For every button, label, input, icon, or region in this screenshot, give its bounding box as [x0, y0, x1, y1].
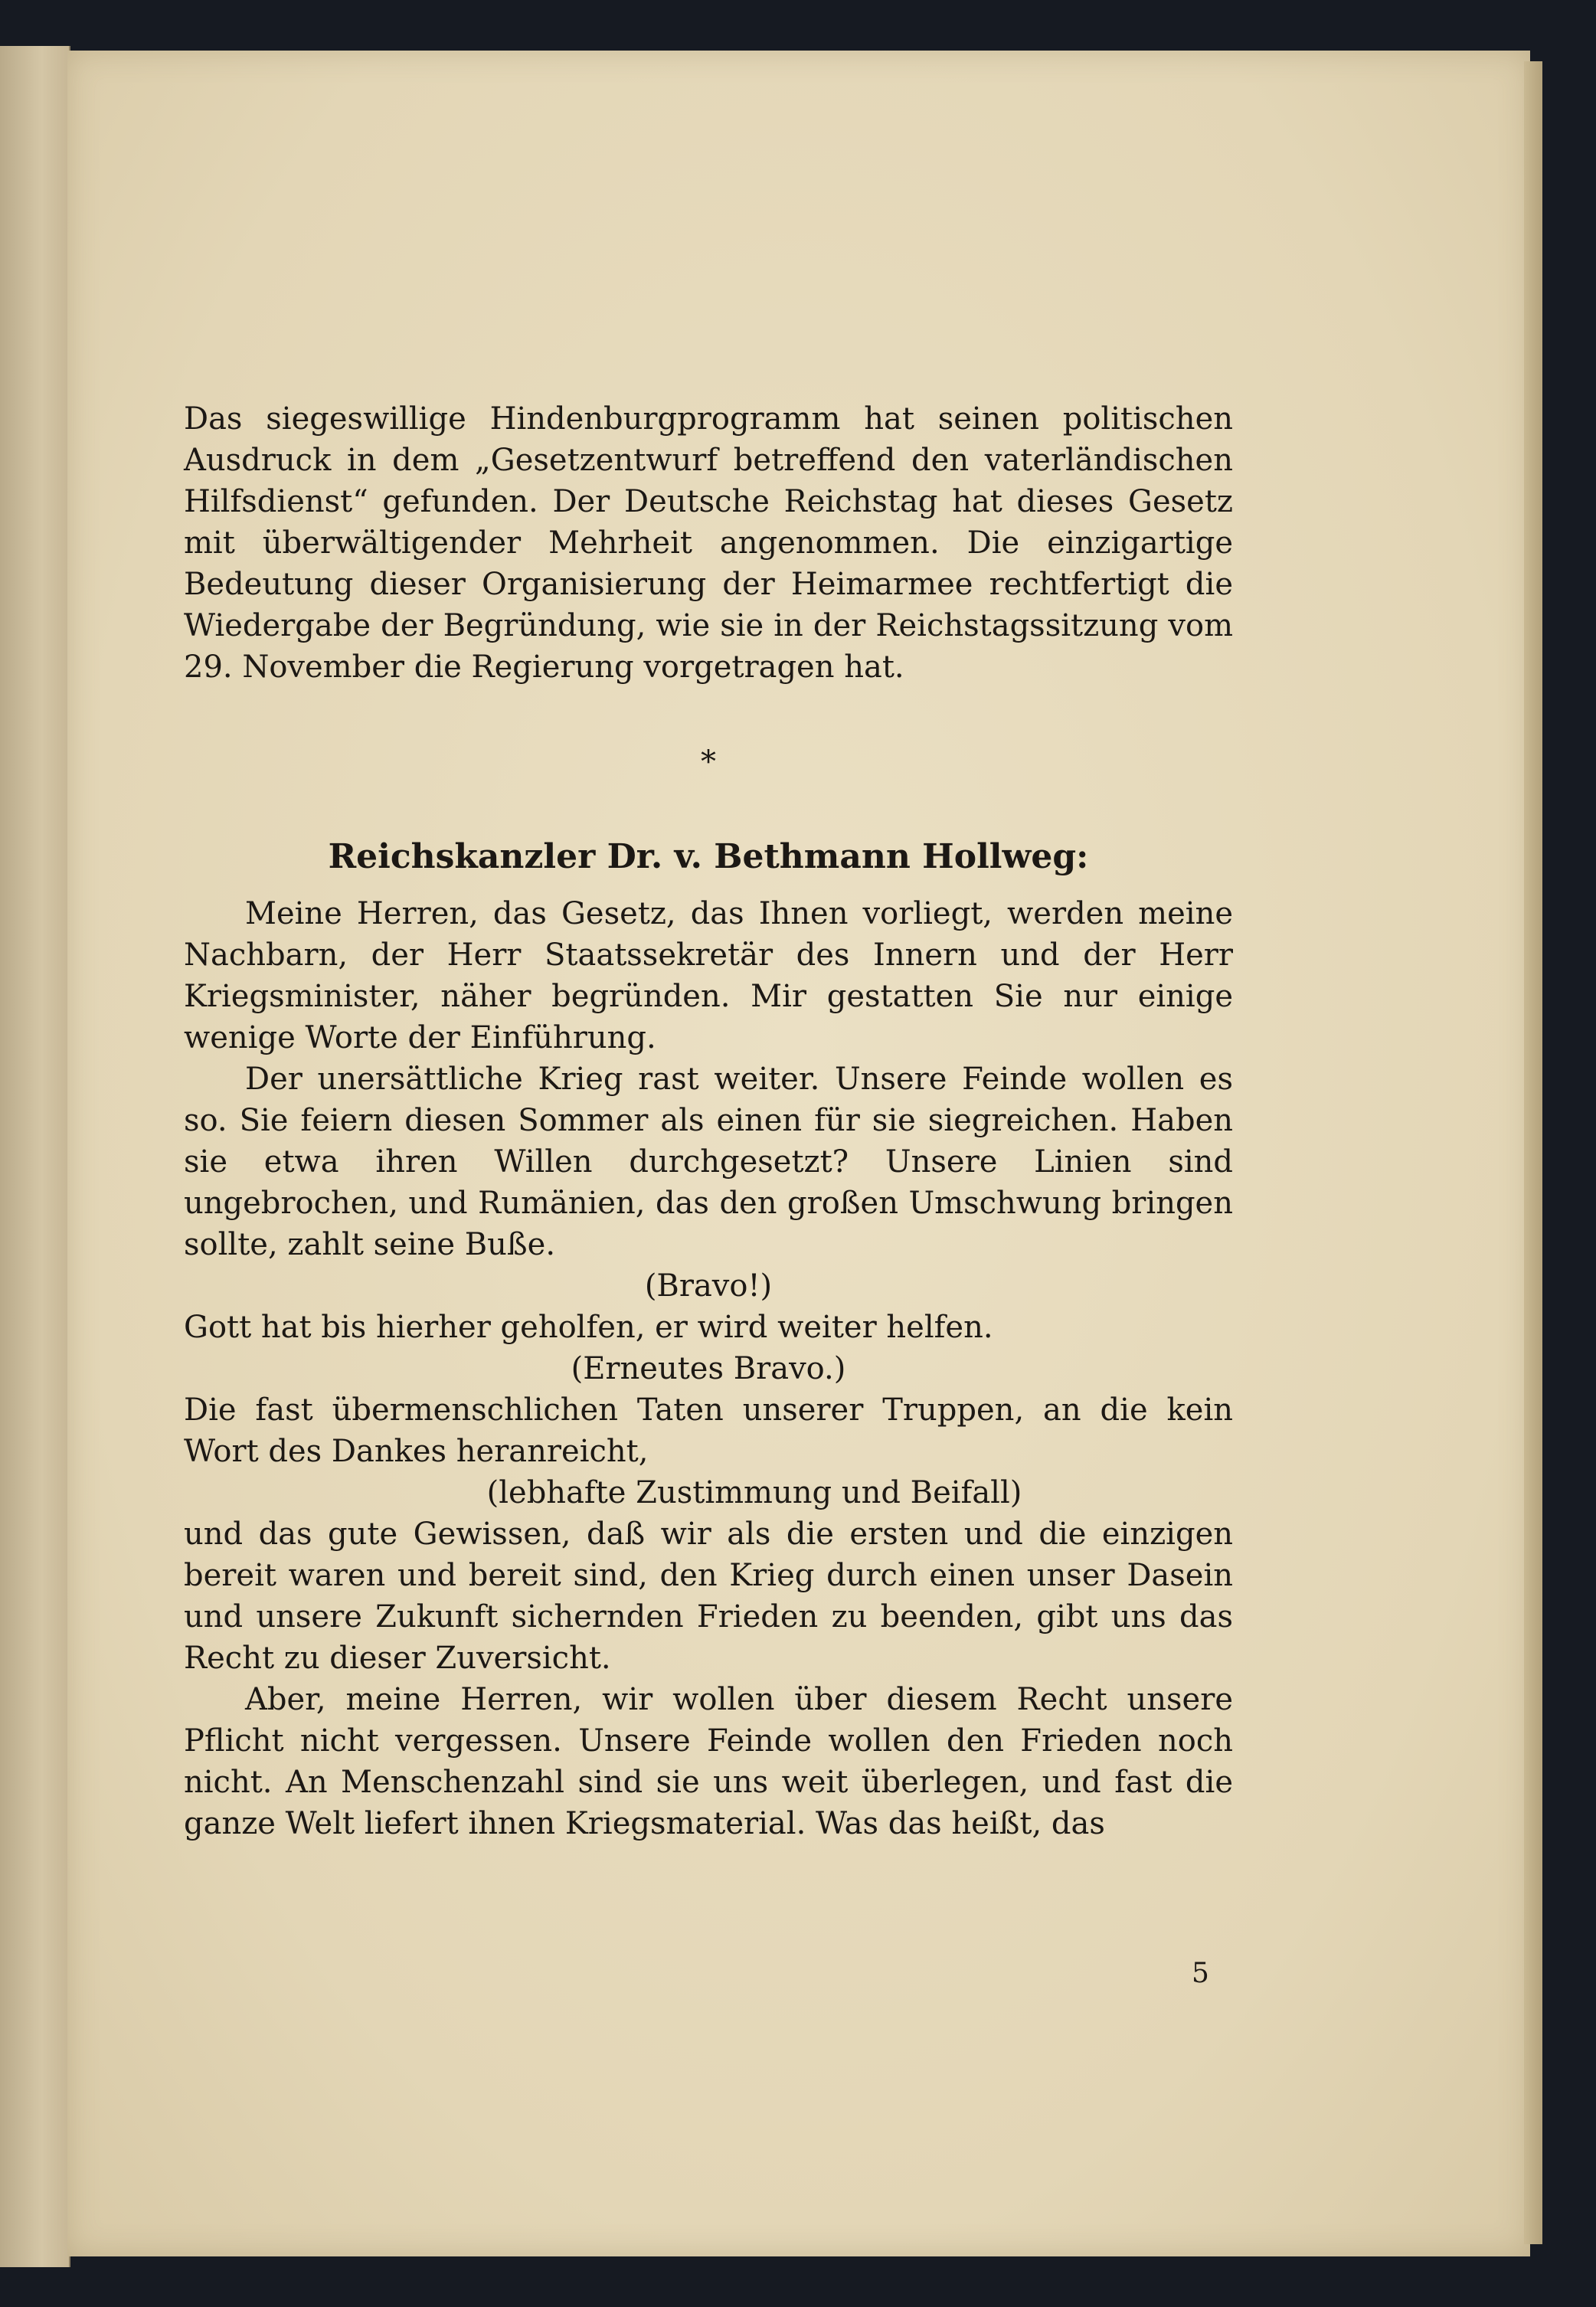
audience-reaction: (Erneutes Bravo.)	[571, 1351, 846, 1386]
audience-reaction: (Bravo!)	[644, 1268, 773, 1304]
left-page-edge	[0, 46, 70, 2267]
speech-line: Die fast übermenschlichen Taten unserer Truppen, an die kein Wort des Dankes heranreicht,	[184, 1392, 1233, 1469]
page-edge	[1524, 61, 1542, 2244]
page-text	[184, 398, 1233, 1844]
audience-reaction: (lebhafte Zustimmung und Beifall)	[486, 1475, 1022, 1510]
speech-paragraph: und das gute Gewissen, daß wir als die ersten und die einzigen bereit waren und bereit sind, den Krieg durch einen unser Dasein und unsere Zukunft sichernden Frieden zu beenden, gibt uns das Recht zu dieser Zuversicht.	[184, 1517, 1233, 1676]
intro-paragraph: Das siegeswillige Hindenburgprogramm hat seinen politischen Ausdruck in dem „Gesetzentwurf betreffend den vaterländischen Hilfsdienst“ gefunden. Der Deutsche Reichstag hat dieses Gesetz mit überwältigender Mehrheit angenommen. Die einzigartige Bedeutung dieser Organisierung der Heimarmee rechtfertigt die Wiedergabe der Begründung, wie sie in der Reichstagssitzung vom 29. November die Regierung vorgetragen hat.	[184, 401, 1233, 685]
speech-paragraph: Aber, meine Herren, wir wollen über diesem Recht unsere Pflicht nicht vergessen. Unsere Feinde wollen den Frieden noch nicht. An Menschenzahl sind sie uns weit überlegen, und fast die ganze Welt liefert ihnen Kriegsmaterial. Was das heißt, das	[184, 1682, 1233, 1841]
speech-paragraph: Der unersättliche Krieg rast weiter. Unsere Feinde wollen es so. Sie feiern diesen Sommer als einen für sie siegreichen. Haben sie etwa ihren Willen durchgesetzt? Unsere Linien sind ungebrochen, und Rumänien, das den großen Umschwung bringen sollte, zahlt seine Buße.	[184, 1062, 1233, 1262]
section-separator: *	[701, 744, 716, 780]
page-number: 5	[1192, 1958, 1209, 1989]
speech-line: Gott hat bis hierher geholfen, er wird weiter helfen.	[184, 1310, 993, 1345]
speech-paragraph: Meine Herren, das Gesetz, das Ihnen vorliegt, werden meine Nachbarn, der Herr Staatssekretär des Innern und der Herr Kriegsminister, näher begründen. Mir gestatten Sie nur einige wenige Worte der Einführung.	[184, 896, 1233, 1055]
speaker-heading: Reichskanzler Dr. v. Bethmann Hollweg:	[328, 837, 1089, 876]
